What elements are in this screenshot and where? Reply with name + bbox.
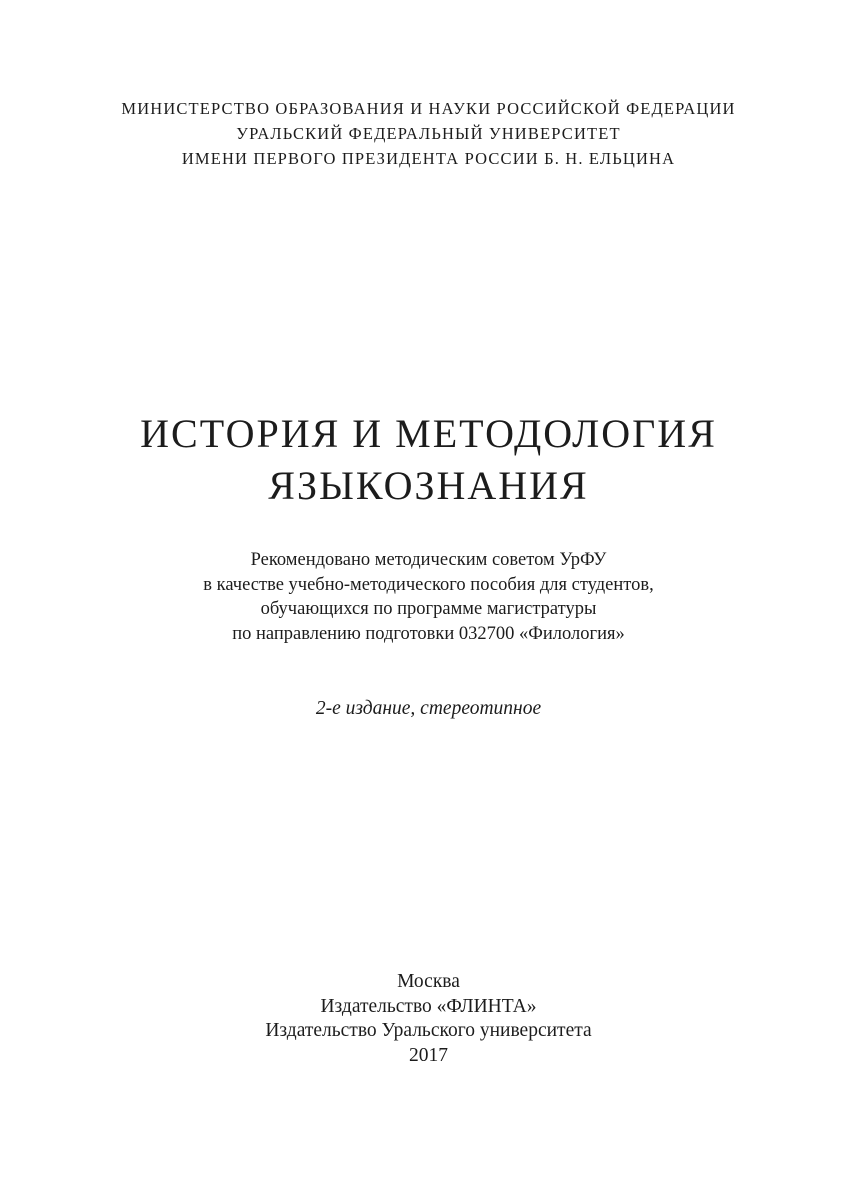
book-title-line1: ИСТОРИЯ И МЕТОДОЛОГИЯ (140, 411, 717, 456)
book-title-line2: ЯЗЫКОЗНАНИЯ (268, 463, 589, 508)
edition-text: 2-е издание, стереотипное (315, 698, 542, 719)
university-name-line2: ИМЕНИ ПЕРВОГО ПРЕЗИДЕНТА РОССИИ Б. Н. ЕЛЬЦИНА (181, 149, 676, 168)
imprint-year: 2017 (409, 1044, 448, 1066)
imprint-publisher1: Издательство «ФЛИНТА» (320, 995, 537, 1017)
university-name-line1: УРАЛЬСКИЙ ФЕДЕРАЛЬНЫЙ УНИВЕРСИТЕТ (236, 124, 621, 143)
recommendation-line1: Рекомендовано методическим советом УрФУ (250, 550, 607, 570)
recommendation-line4: по направлению подготовки 032700 «Филология» (232, 623, 625, 644)
edition-note (0, 696, 857, 722)
imprint-publisher2: Издательство Уральского университета (265, 1020, 592, 1041)
imprint (0, 970, 857, 1068)
ministry-name: МИНИСТЕРСТВО ОБРАЗОВАНИЯ И НАУКИ РОССИЙСКОЙ ФЕДЕРАЦИИ (121, 99, 736, 118)
book-title (0, 408, 857, 512)
imprint-city: Москва (397, 971, 460, 992)
recommendation-note (0, 548, 857, 646)
recommendation-line3: обучающихся по программе магистратуры (260, 599, 597, 619)
recommendation-line2: в качестве учебно-методического пособия для студентов, (203, 574, 654, 595)
institution-header (0, 96, 857, 171)
